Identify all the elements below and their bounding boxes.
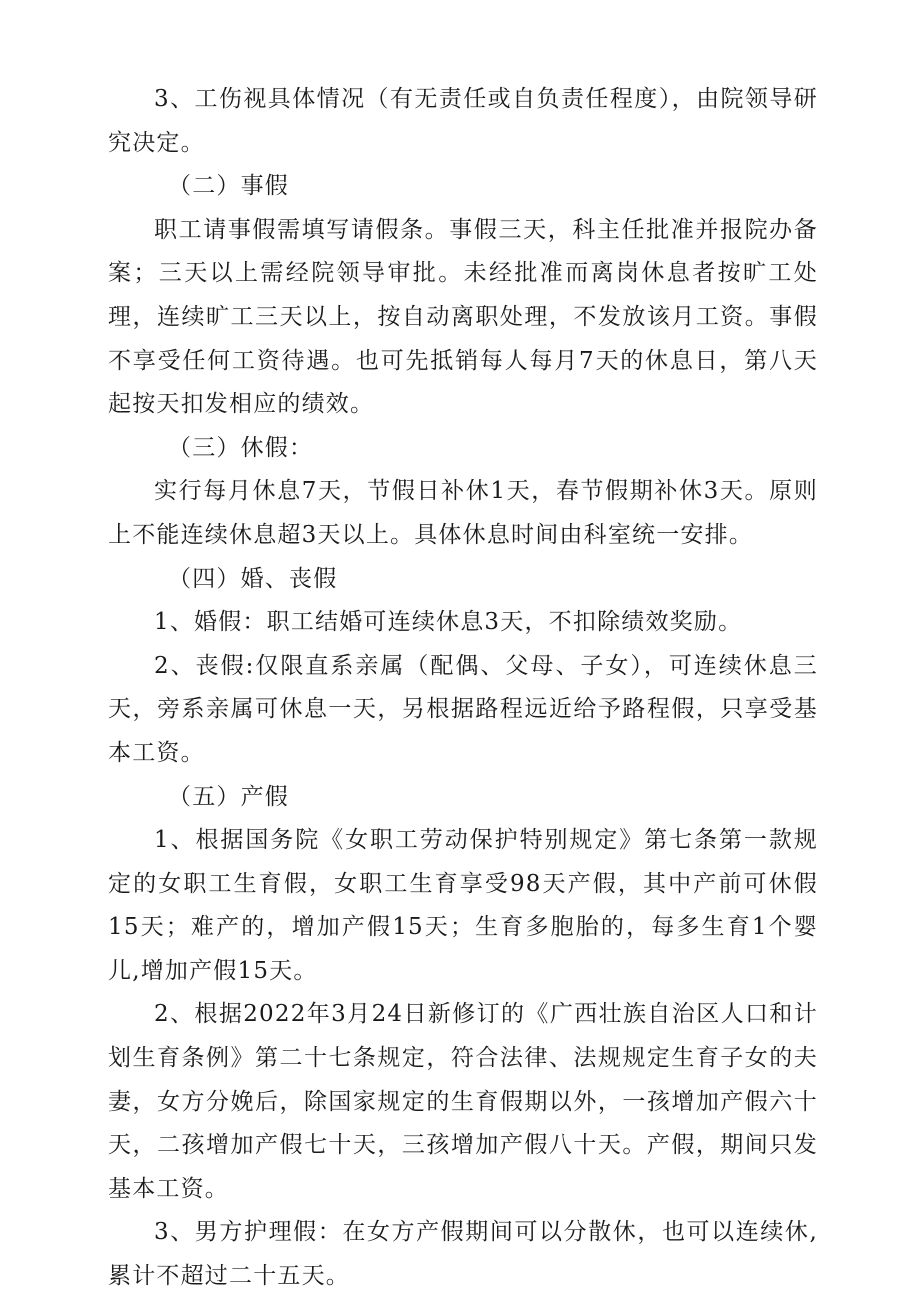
heading-marriage-funeral-leave: （四）婚、丧假	[168, 565, 338, 592]
paragraph-rest-leave: 实行每月休息7天，节假日补休1天，春节假期补休3天。原则上不能连续休息超3天以上。具体休息时间由科室统一安排。	[108, 478, 818, 548]
paragraph-marriage-leave: 1、婚假：职工结婚可连续休息3天，不扣除绩效奖励。	[154, 609, 743, 636]
paragraph-maternity-guangxi: 2、根据2022年3月24日新修订的《广西壮族自治区人口和计划生育条例》第二十七条规定，符合法律、法规规定生育子女的夫妻，女方分娩后，除国家规定的生育假期以外，一孩增加产假六十天，二孩增加产假七十天，三孩增加产假八十天。产假，期间只发基本工资。	[108, 1001, 818, 1202]
paragraph-personal-leave: 职工请事假需填写请假条。事假三天，科主任批准并报院办备案；三天以上需经院领导审批。未经批准而离岗休息者按旷工处理，连续旷工三天以上，按自动离职处理，不发放该月工资。事假不享受任何工资待遇。也可先抵销每人每月7天的休息日，第八天起按天扣发相应的绩效。	[108, 216, 818, 418]
document-body	[108, 78, 818, 1299]
paragraph-work-injury: 3、工伤视具体情况（有无责任或自负责任程度），由院领导研究决定。	[108, 86, 818, 156]
heading-rest-leave: （三）休假：	[168, 434, 314, 461]
paragraph-funeral-leave: 2、丧假:仅限直系亲属（配偶、父母、子女），可连续休息三天，旁系亲属可休息一天，另根据路程远近给予路程假，只享受基本工资。	[108, 652, 818, 766]
paragraph-paternity-leave: 3、男方护理假：在女方产假期间可以分散休，也可以连续休,累计不超过二十五天。	[108, 1219, 818, 1290]
paragraph-maternity-state: 1、根据国务院《女职工劳动保护特别规定》第七条第一款规定的女职工生育假，女职工生育享受98天产假，其中产前可休假15天；难产的，增加产假15天；生育多胞胎的，每多生育1个婴儿,增加产假15天。	[108, 827, 818, 984]
heading-personal-leave: （二）事假	[168, 173, 289, 200]
heading-maternity-leave: （五）产假	[168, 783, 289, 810]
